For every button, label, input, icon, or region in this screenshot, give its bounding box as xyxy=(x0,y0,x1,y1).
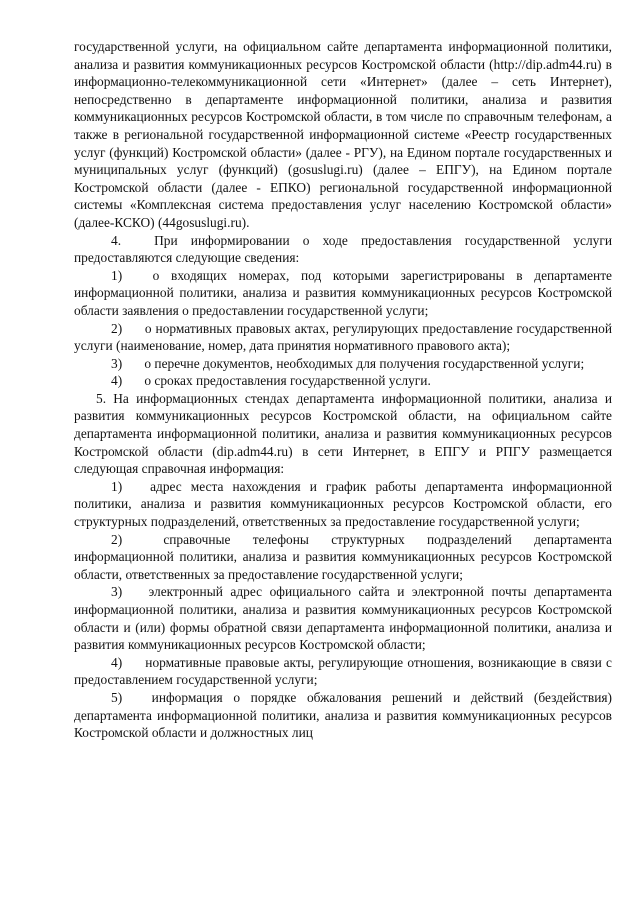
paragraph-text: государственной услуги, на официальном сайте департамента информационной политики, анализа и развития коммуникационных ресурсов Костромской области (http://dip.adm44.ru) в информационно-телекоммуникационной сети «Интернет» (далее – сеть Интернет), непосредственно в департаменте информационной политики, анализа и развития коммуникационных ресурсов Костромской области, в том числе по справочным телефонам, а также в региональной государственной информационной системе «Реестр государственных услуг (функций) Костромской области» (далее - РГУ), на Едином портале государственных и муниципальных услуг (функций) (gosuslugi.ru) (далее – ЕПГУ), на Едином портале Костромской области (далее - ЕПКО) региональной государственной информационной системы «Комплексная система предоставления услуг населению Костромской области» (далее-КСКО) (44gosuslugi.ru). xyxy=(74,39,612,230)
list-item xyxy=(74,372,612,390)
paragraph-item-4 xyxy=(74,232,612,267)
list-item xyxy=(74,689,612,742)
list-item-text: о входящих номерах, под которыми зарегистрированы в департаменте информационной политики, анализа и развития коммуникационных ресурсов Костромской области заявления о предоставлении государственной услуги; xyxy=(74,267,612,318)
item-number: 2) xyxy=(111,320,123,336)
list-item xyxy=(74,355,612,373)
list-item xyxy=(74,531,612,584)
paragraph-text: При информировании о ходе предоставления государственной услуги предоставляются следующие сведения: xyxy=(74,232,612,266)
list-item xyxy=(74,320,612,355)
paragraph-continuation xyxy=(74,38,612,232)
list-item xyxy=(74,654,612,689)
list-item-text: о перечне документов, необходимых для получения государственной услуги; xyxy=(144,355,585,371)
list-item xyxy=(74,583,612,653)
list-item-text: о нормативных правовых актах, регулирующих предоставление государственной услуги (наименование, номер, дата принятия нормативного правового акта); xyxy=(74,320,612,354)
list-item-text: справочные телефоны структурных подразделений департамента информационной политики, анализа и развития коммуникационных ресурсов Костромской области, ответственных за предоставление государственной услуги; xyxy=(74,531,612,582)
item-number: 5) xyxy=(111,689,123,705)
list-item xyxy=(74,267,612,320)
list-item-text: о сроках предоставления государственной услуги. xyxy=(144,373,431,389)
item-number: 1) xyxy=(111,267,123,283)
list-item-text: адрес места нахождения и график работы департамента информационной политики, анализа и развития коммуникационных ресурсов Костромской области, его структурных подразделений, ответственных за предоставление государственной услуги; xyxy=(74,478,612,530)
item-number: 3) xyxy=(111,355,123,371)
item-number: 4) xyxy=(111,654,123,670)
list-item-text: нормативные правовые акты, регулирующие отношения, возникающие в связи с предоставлением государственной услуги; xyxy=(74,654,612,688)
list-item xyxy=(74,478,612,531)
item-number: 1) xyxy=(111,478,123,494)
paragraph-item-5 xyxy=(74,390,612,478)
item-number: 3) xyxy=(111,584,123,600)
item-number: 2) xyxy=(111,531,123,547)
list-item-text: информация о порядке обжалования решений и действий (бездействия) департамента информационной политики, анализа и развития коммуникационных ресурсов Костромской области и должностных лиц xyxy=(74,689,612,741)
paragraph-text: 5. На информационных стендах департамента информационной политики, анализа и развития коммуникационных ресурсов Костромской области, на официальном сайте департамента информационной политики, анализа и развития коммуникационных ресурсов Костромской области (dip.adm44.ru) в сети Интернет, в ЕПГУ и РПГУ размещается следующая справочная информация: xyxy=(74,390,612,477)
item-number: 4. xyxy=(111,232,122,248)
item-number: 4) xyxy=(111,373,123,389)
list-item-text: электронный адрес официального сайта и электронной почты департамента информационной политики, анализа и развития коммуникационных ресурсов Костромской области и (или) формы обратной связи департамента информационной политики, анализа и развития коммуникационных ресурсов Костромской области; xyxy=(74,584,612,653)
